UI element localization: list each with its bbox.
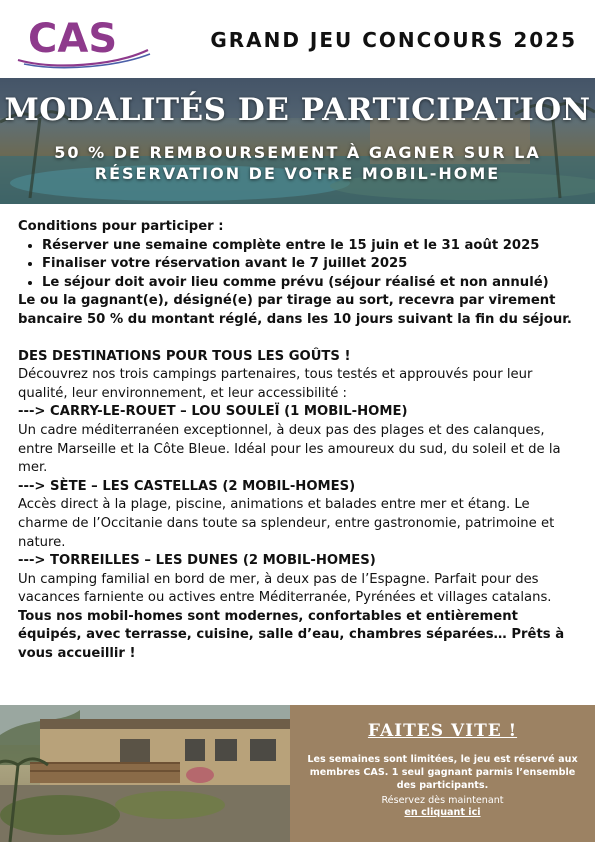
destination-title: ---> CARRY-LE-ROUET – LOU SOULEÏ (1 MOBIL-HOME) xyxy=(18,404,408,420)
destination-title: ---> SÈTE – LES CASTELLAS (2 MOBIL-HOMES) xyxy=(18,478,356,494)
banner-subtitle xyxy=(30,142,565,184)
conditions-heading: Conditions pour participer : xyxy=(18,219,224,234)
banner-subtitle-line1: 50 % DE REMBOURSEMENT À GAGNER SUR LA xyxy=(54,143,541,162)
cta-text: Les semaines sont limitées, le jeu est réservé aux membres CAS. 1 seul gagnant parmis l’ensemble des participants. xyxy=(307,754,578,791)
destinations-intro: Découvrez nos trois campings partenaires, tous testés et approuvés pour leur qualité, leur environnement, et leur accessibilité : xyxy=(18,367,533,401)
destinations-heading: DES DESTINATIONS POUR TOUS LES GOÛTS ! xyxy=(18,348,351,364)
destination-title: ---> TORREILLES – LES DUNES (2 MOBIL-HOMES) xyxy=(18,553,376,569)
conditions-list xyxy=(18,237,580,293)
condition-item: • Finaliser votre réservation avant le 7 juillet 2025 xyxy=(42,255,580,274)
cta-subtext: Réservez dès maintenant xyxy=(381,795,504,806)
winner-text: Le ou la gagnant(e), désigné(e) par tirage au sort, recevra par virement bancaire 50 % du montant réglé, dans les 10 jours suivant la fin du séjour. xyxy=(18,293,572,327)
closing-text: Tous nos mobil-homes sont modernes, confortables et entièrement équipés, avec terrasse, cuisine, salle d’eau, chambres séparées… Prêts à vous accueillir ! xyxy=(18,608,565,662)
condition-item: • Réserver une semaine complète entre le 15 juin et le 31 août 2025 xyxy=(42,237,580,256)
banner-subtitle-line2: RÉSERVATION DE VOTRE MOBIL-HOME xyxy=(94,164,501,183)
destination-text: Accès direct à la plage, piscine, animations et balades entre mer et étang. Le charme de l’Occitanie dans toute sa splendeur, entre gastronomie, patrimoine et nature. xyxy=(18,497,555,550)
banner-title: MODALITÉS DE PARTICIPATION xyxy=(4,92,591,128)
cta-title: FAITES VITE ! xyxy=(367,721,518,741)
logo-text: CAS xyxy=(28,16,118,62)
page-title: GRAND JEU CONCOURS 2025 xyxy=(210,28,577,52)
cta-box xyxy=(290,705,595,842)
main-content xyxy=(18,218,580,664)
condition-item: • Le séjour doit avoir lieu comme prévu (séjour réalisé et non annulé) xyxy=(42,274,580,293)
destination-text: Un camping familial en bord de mer, à deux pas de l’Espagne. Parfait pour des vacances farniente ou actives entre Méditerranée, Pyrénées et villages catalans. xyxy=(18,571,552,606)
banner xyxy=(0,78,595,204)
cas-logo xyxy=(14,10,154,72)
cta-link[interactable]: en cliquant ici xyxy=(404,807,481,818)
destination-text: Un cadre méditerranéen exceptionnel, à deux pas des plages et des calanques, entre Marseille et la Côte Bleue. Idéal pour les amoureux du sud, du soleil et de la mer. xyxy=(18,422,561,476)
mobil-home-photo xyxy=(0,705,290,842)
header xyxy=(0,0,595,78)
